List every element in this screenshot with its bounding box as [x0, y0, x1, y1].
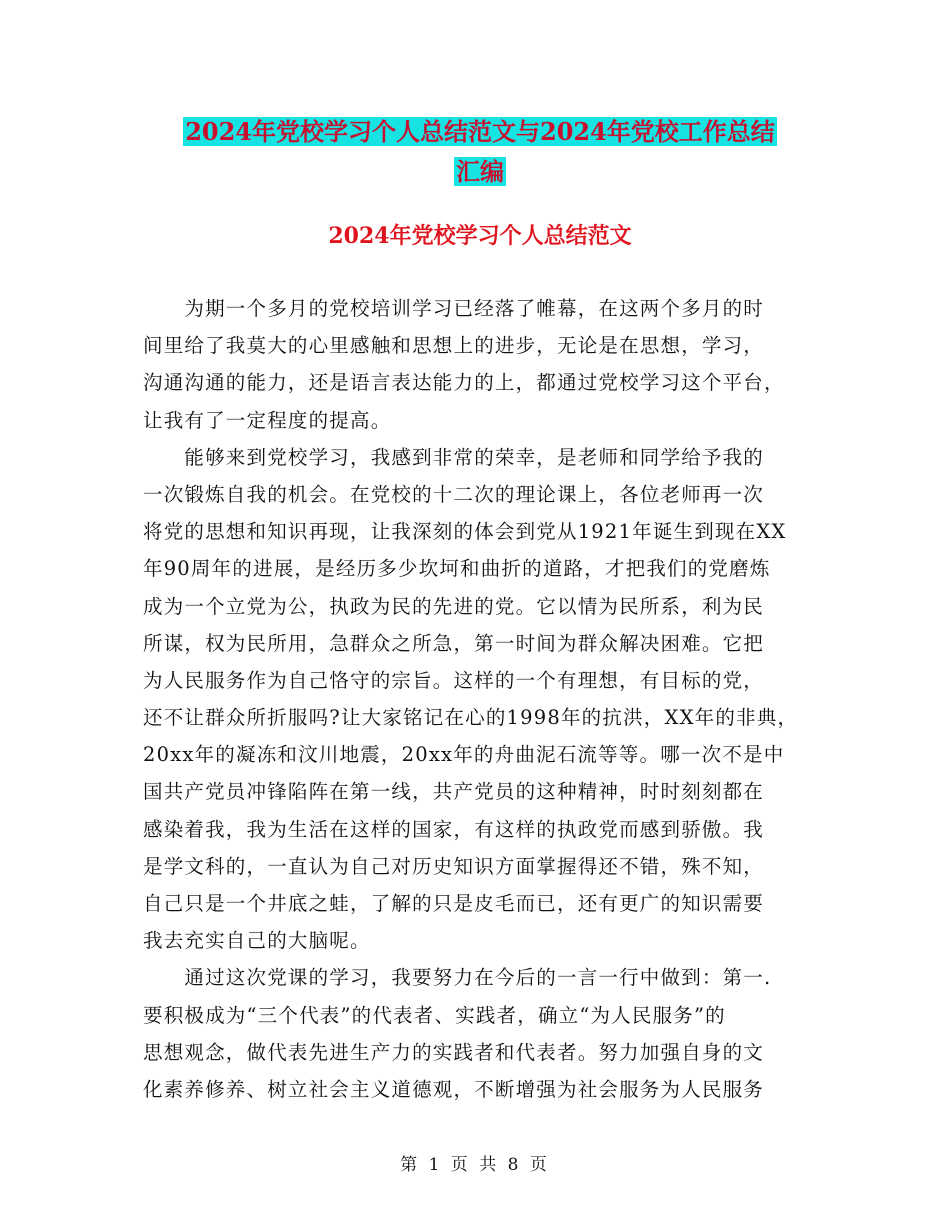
body-line: 所谋，权为民所用，急群众之所急，第一时间为群众解决困难。它把: [143, 631, 765, 655]
body-line: 让我有了一定程度的提高。: [143, 408, 392, 432]
body-text: [143, 290, 808, 1108]
page-footer: 第 1 页 共 8 页: [400, 1155, 550, 1175]
body-line: 还不让群众所折服吗?让大家铭记在心的1998年的抗洪，XX年的非典，: [143, 706, 799, 730]
body-line: 间里给了我莫大的心里感触和思想上的进步，无论是在思想，学习，: [143, 334, 765, 358]
body-line: 化素养修养、树立社会主义道德观，不断增强为社会服务为人民服务: [143, 1077, 765, 1101]
body-line: 我去充实自己的大脑呢。: [143, 929, 371, 953]
body-line: 能够来到党校学习，我感到非常的荣幸，是老师和同学给予我的: [143, 445, 765, 469]
body-line: 将党的思想和知识再现，让我深刻的体会到党从1921年诞生到现在XX: [143, 520, 787, 544]
body-line: 自己只是一个井底之蛙，了解的只是皮毛而已，还有更广的知识需要: [143, 892, 765, 915]
body-line: 国共产党员冲锋陷阵在第一线，共产党员的这种精神，时时刻刻都在: [143, 780, 765, 804]
body-line: 要积极成为“三个代表”的代表者、实践者，确立“为人民服务”的: [143, 1003, 726, 1027]
body-line: 是学文科的，一直认为自己对历史知识方面掌握得还不错，殊不知，: [143, 854, 765, 878]
body-line: 20xx年的凝冻和汶川地震，20xx年的舟曲泥石流等等。哪一次不是中: [143, 743, 785, 767]
body-line: 为期一个多月的党校培训学习已经落了帷幕，在这两个多月的时: [143, 297, 765, 320]
title-line-2: 汇编: [456, 157, 504, 186]
body-line: 一次锻炼自我的机会。在党校的十二次的理论课上，各位老师再一次: [143, 482, 765, 506]
body-line: 成为一个立党为公，执政为民的先进的党。它以情为民所系，利为民: [143, 594, 765, 618]
title-line-1: 2024年党校学习个人总结范文与2024年党校工作总结: [185, 117, 775, 146]
body-line: 思想观念，做代表先进生产力的实践者和代表者。努力加强自身的文: [143, 1040, 765, 1064]
body-line: 年90周年的进展，是经历多少坎坷和曲折的道路，才把我们的党磨炼: [143, 557, 771, 581]
body-line: 为人民服务作为自己恪守的宗旨。这样的一个有理想，有目标的党，: [143, 668, 765, 692]
body-line: 沟通沟通的能力，还是语言表达能力的上，都通过党校学习这个平台，: [143, 371, 785, 395]
document-title: [140, 112, 820, 192]
section-subtitle: 2024年党校学习个人总结范文: [328, 223, 632, 249]
body-line: 感染着我，我为生活在这样的国家，有这样的执政党而感到骄傲。我: [143, 817, 765, 841]
body-line: 通过这次党课的学习，我要努力在今后的一言一行中做到：第一.: [143, 966, 772, 990]
